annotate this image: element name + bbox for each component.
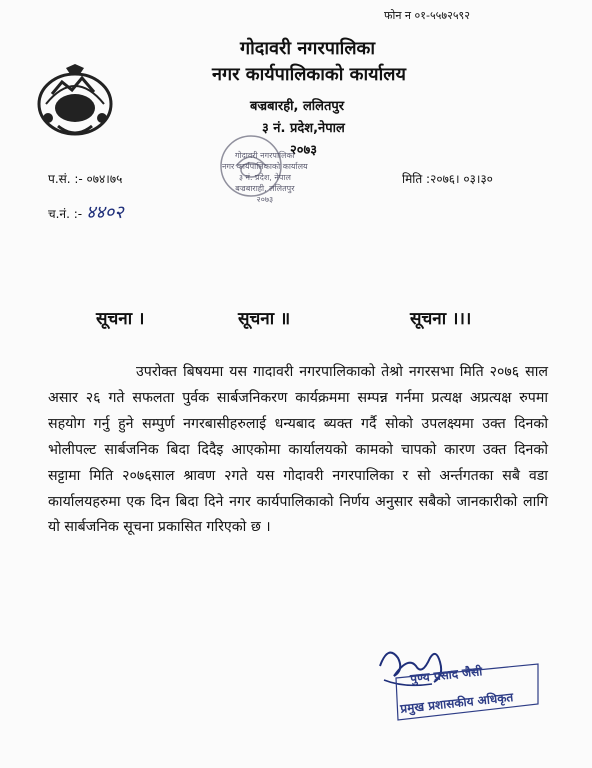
office-name: नगर कार्यपालिकाको कार्यालय — [212, 64, 406, 85]
phone-number: फोन न ०१-५५७२५९२ — [384, 9, 470, 22]
stamp-text — [222, 150, 308, 205]
municipality-name: गोदावरी नगरपालिका — [240, 38, 376, 59]
reference-cn-handwritten: ४४०२ — [86, 202, 124, 223]
address-line: बज्रबारही, ललितपुर — [250, 99, 345, 114]
notice-heading-3: सूचना ।।। — [410, 309, 472, 329]
established-year: २०७३ — [290, 143, 318, 158]
signatory-title: प्रमुख प्रशासकीय अधिकृत — [399, 690, 514, 716]
reference-cn — [48, 200, 124, 224]
province-line: ३ नं. प्रदेश,नेपाल — [262, 121, 345, 136]
stamp-line: ३ नं. प्रदेश, नेपाल — [238, 173, 291, 182]
stamp-line: नगर कार्यपालिकाको कार्यालय — [222, 162, 308, 171]
notice-heading-2: सूचना ॥ — [238, 309, 291, 329]
stamp-line: २०७३ — [256, 195, 274, 204]
stamp-line: बज्रबाराही, ललितपुर — [235, 184, 295, 193]
reference-cn-label: च.नं. :- — [48, 207, 83, 221]
reference-ps: प.सं. :- ०७४।७५ — [48, 172, 123, 186]
stamp-line: गोदावरी नगरपालिका — [234, 151, 295, 160]
letter-date: मिति :२०७६। ०३।३० — [402, 172, 493, 186]
nepal-emblem-logo — [32, 64, 118, 146]
signatory-name: पुण्य प्रसाद जैसी — [409, 664, 483, 686]
notice-body: उपरोक्त बिषयमा यस गादावरी नगरपालिकाको तेश्रो नगरसभा मिति २०७६ साल असार २६ गते सफलता पुर्वक सार्बजनिकरण कार्यक्रममा सम्पन्न गर्नमा प्रत्यक्ष अप्रत्यक्ष रुपमा सहयोग गर्नु हुने सम्पुर्ण नगरबासीहरुलाई धन्यबाद ब्यक्त गर्दै सोको उपलक्ष्यमा उक्त दिनको भोलीपल्ट सार्बजनिक बिदा दिदैइ आएकोमा कार्यालयको कामको चापको कारण उक्त दिनको सट्टामा मिति २०७६साल श्रावण २गते यस गोदावरी नगरपालिका र सो अर्न्तगतका सबै वडा कार्यालयहरुमा एक दिन बिदा दिने नगर कार्यपालिकाको निर्णय अनुसार सबैको जानकारीको लागि यो सार्बजनिक सूचना प्रकासित गरिएको छ । — [48, 364, 548, 536]
notice-heading-1: सूचना । — [96, 309, 145, 329]
